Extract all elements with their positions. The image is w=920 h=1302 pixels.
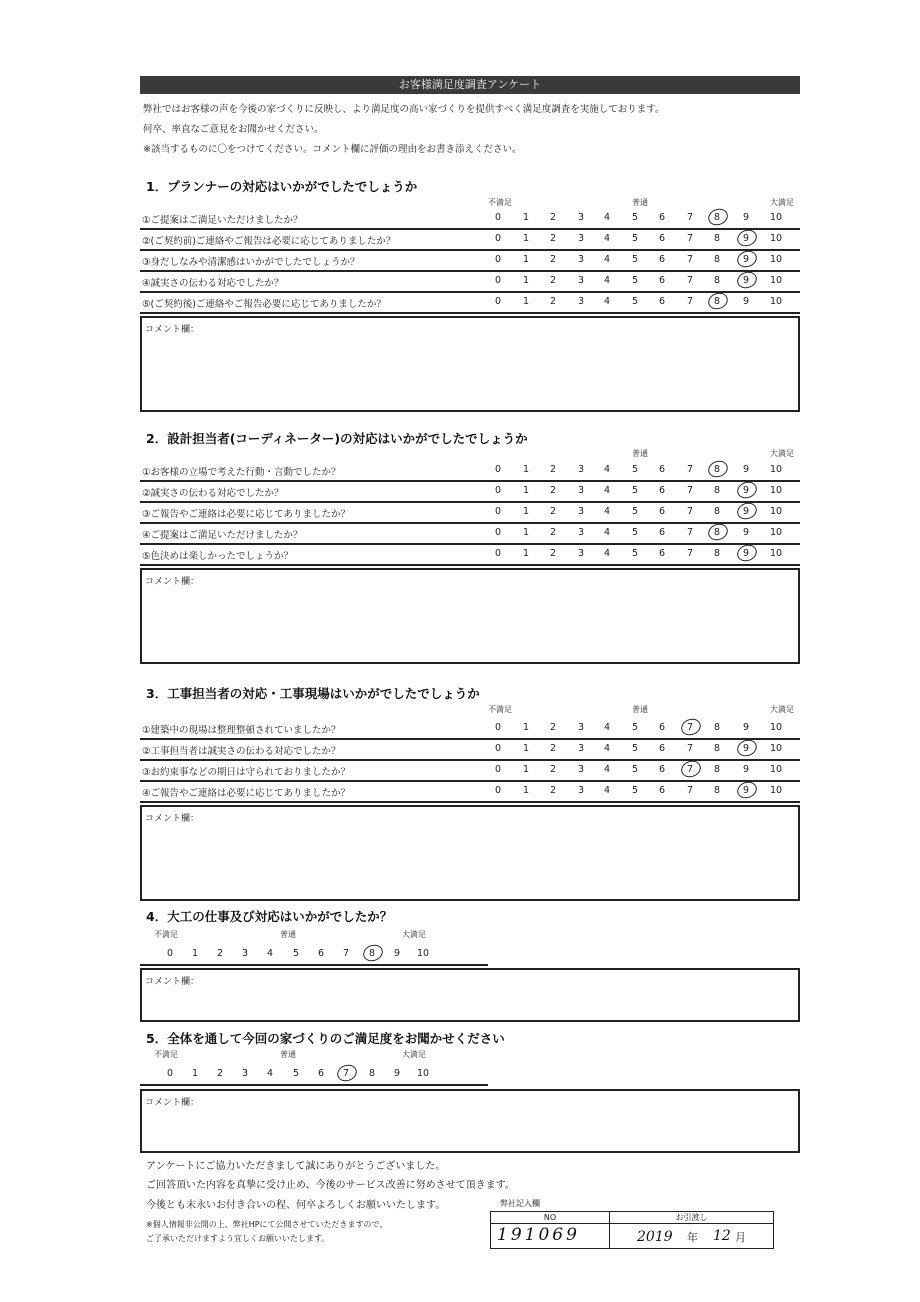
rating-option-4[interactable]: 4 [603,485,611,496]
intro-line-3: ※該当するものに〇をつけてください。コメント欄に評価の理由をお書き添えください。 [143,144,522,155]
office-year-value: 2019 [637,1229,673,1245]
rating-option-0[interactable]: 0 [494,212,502,223]
rating-option-7[interactable]: 7 [686,275,694,286]
office-month-unit: 月 [735,1231,746,1244]
selected-rating-circle [679,758,703,780]
scale-high-label: 大満足 [770,705,794,714]
rating-option-9[interactable]: 9 [742,527,750,538]
rating-option-9[interactable]: 9 [742,743,750,754]
rating-option-6[interactable]: 6 [317,1068,325,1079]
office-year-unit: 年 [687,1231,698,1244]
rating-option-2[interactable]: 2 [216,948,224,959]
question-text: ②(ご契約前)ご連絡やご報告は必要に応じてありましたか？ [142,236,396,247]
rating-option-10[interactable]: 10 [769,743,783,754]
rating-option-0[interactable]: 0 [494,464,502,475]
rating-option-8[interactable]: 8 [713,485,721,496]
rating-option-0[interactable]: 0 [494,548,502,559]
rating-option-10[interactable]: 10 [769,785,783,796]
scale-high-label: 大満足 [770,198,794,207]
rating-option-5[interactable]: 5 [631,254,639,265]
question-row [140,523,800,545]
comment-box[interactable] [140,1089,800,1153]
question-text: ③身だしなみや清潔感はいかがでしたでしょうか？ [142,257,360,268]
rating-option-10[interactable]: 10 [416,1068,430,1079]
rating-option-4[interactable]: 4 [603,506,611,517]
rating-option-6[interactable]: 6 [658,527,666,538]
question-row [140,502,800,524]
rating-option-6[interactable]: 6 [658,296,666,307]
section-2-title: 2．設計担当者(コーディネーター)の対応はいかがでしたでしょうか [146,431,528,446]
rating-option-3[interactable]: 3 [577,506,585,517]
rating-option-7[interactable]: 7 [686,464,694,475]
selected-rating-circle [735,248,759,270]
question-text: ④ご提案はご満足いただけましたか？ [142,530,303,541]
selected-rating-circle [335,1062,359,1084]
rating-option-6[interactable]: 6 [658,722,666,733]
rating-option-3[interactable]: 3 [577,785,585,796]
rating-option-8[interactable]: 8 [368,1068,376,1079]
rating-option-6[interactable]: 6 [658,764,666,775]
rating-option-7[interactable]: 7 [686,548,694,559]
rating-option-3[interactable]: 3 [577,485,585,496]
rating-option-7[interactable]: 7 [342,1068,350,1079]
rating-option-0[interactable]: 0 [494,764,502,775]
question-text: ④誠実さの伝わる対応でしたか？ [142,278,284,289]
rating-option-2[interactable]: 2 [549,254,557,265]
scale-mid-label: 普通 [632,705,648,714]
office-month-value: 12 [713,1228,731,1244]
office-no-value: 191069 [497,1225,580,1245]
scale-low-label: 不満足 [154,930,178,939]
rating-option-5[interactable]: 5 [631,764,639,775]
scale-mid-label: 普通 [280,930,296,939]
question-row [140,481,800,503]
office-use-box [490,1211,774,1249]
question-text: ⑤(ご契約後)ご連絡やご報告必要に応じてありましたか？ [142,299,386,310]
rating-option-9[interactable]: 9 [742,296,750,307]
selected-rating-circle [706,521,730,543]
rating-option-1[interactable]: 1 [522,485,530,496]
rating-option-7[interactable]: 7 [686,296,694,307]
rating-option-10[interactable]: 10 [769,764,783,775]
rating-option-9[interactable]: 9 [393,948,401,959]
selected-rating-circle [706,290,730,312]
rating-option-4[interactable]: 4 [603,464,611,475]
rating-option-10[interactable]: 10 [769,254,783,265]
rating-option-5[interactable]: 5 [631,212,639,223]
rating-option-2[interactable]: 2 [549,464,557,475]
question-row [140,292,800,314]
rating-option-3[interactable]: 3 [577,212,585,223]
rating-option-3[interactable]: 3 [241,1068,249,1079]
question-row [140,718,800,740]
comment-label: コメント欄： [145,577,200,587]
rating-option-6[interactable]: 6 [658,212,666,223]
footer-line-1: アンケートにご協力いただきまして誠にありがとうございました。 [146,1161,446,1172]
rating-option-1[interactable]: 1 [522,548,530,559]
survey-title: お客様満足度調査アンケート [140,76,800,94]
question-row [140,460,800,482]
rating-option-5[interactable]: 5 [292,948,300,959]
rating-option-9[interactable]: 9 [393,1068,401,1079]
rating-option-1[interactable]: 1 [522,785,530,796]
rating-option-0[interactable]: 0 [494,743,502,754]
selected-rating-circle [735,737,759,759]
rating-option-7[interactable]: 7 [686,722,694,733]
rating-option-10[interactable]: 10 [416,948,430,959]
rating-row [140,1064,488,1086]
scale-mid-label: 普通 [632,449,648,458]
rating-option-6[interactable]: 6 [658,485,666,496]
rating-option-6[interactable]: 6 [317,948,325,959]
rating-option-1[interactable]: 1 [191,1068,199,1079]
rating-option-1[interactable]: 1 [522,275,530,286]
question-text: ①ご提案はご満足いただけましたか？ [142,215,303,226]
rating-option-6[interactable]: 6 [658,275,666,286]
rating-option-4[interactable]: 4 [603,254,611,265]
rating-option-7[interactable]: 7 [686,485,694,496]
rating-option-5[interactable]: 5 [631,527,639,538]
rating-option-3[interactable]: 3 [577,254,585,265]
footer-note-1: ※個人情報非公開の上、弊社HPにて公開させていただきますので、 [146,1220,388,1229]
section-5-title: 5．全体を通して今回の家づくりのご満足度をお聞かせください [146,1031,505,1046]
rating-option-10[interactable]: 10 [769,212,783,223]
rating-option-10[interactable]: 10 [769,296,783,307]
rating-option-10[interactable]: 10 [769,506,783,517]
rating-option-2[interactable]: 2 [549,785,557,796]
rating-option-5[interactable]: 5 [631,275,639,286]
comment-box[interactable] [140,568,800,664]
rating-option-2[interactable]: 2 [549,233,557,244]
rating-row [140,944,488,966]
selected-rating-circle [735,542,759,564]
selected-rating-circle [735,779,759,801]
rating-option-1[interactable]: 1 [522,212,530,223]
rating-option-1[interactable]: 1 [522,743,530,754]
question-text: ③ご報告やご連絡は必要に応じてありましたか？ [142,509,351,520]
rating-option-3[interactable]: 3 [241,948,249,959]
rating-option-1[interactable]: 1 [522,527,530,538]
rating-option-7[interactable]: 7 [686,506,694,517]
rating-option-7[interactable]: 7 [686,212,694,223]
selected-rating-circle [735,227,759,249]
rating-option-2[interactable]: 2 [549,212,557,223]
rating-option-9[interactable]: 9 [742,764,750,775]
selected-rating-circle [361,942,385,964]
rating-option-8[interactable]: 8 [713,527,721,538]
rating-option-3[interactable]: 3 [577,275,585,286]
intro-line-1: 弊社ではお客様の声を今後の家づくりに反映し、より満足度の高い家づくりを提供すべく満足度調査を実施しております。 [143,104,665,115]
rating-option-4[interactable]: 4 [603,233,611,244]
rating-option-4[interactable]: 4 [603,764,611,775]
rating-option-2[interactable]: 2 [216,1068,224,1079]
rating-option-7[interactable]: 7 [686,527,694,538]
rating-option-10[interactable]: 10 [769,527,783,538]
comment-label: コメント欄： [145,814,200,824]
selected-rating-circle [735,500,759,522]
rating-option-0[interactable]: 0 [494,506,502,517]
rating-option-8[interactable]: 8 [713,296,721,307]
rating-option-0[interactable]: 0 [494,722,502,733]
comment-box[interactable] [140,316,800,412]
rating-option-6[interactable]: 6 [658,785,666,796]
rating-option-8[interactable]: 8 [713,722,721,733]
rating-option-1[interactable]: 1 [191,948,199,959]
rating-option-2[interactable]: 2 [549,275,557,286]
rating-option-6[interactable]: 6 [658,254,666,265]
rating-option-5[interactable]: 5 [631,548,639,559]
selected-rating-circle [735,479,759,501]
rating-option-5[interactable]: 5 [631,506,639,517]
scale-mid-label: 普通 [632,198,648,207]
rating-option-4[interactable]: 4 [603,527,611,538]
rating-option-0[interactable]: 0 [494,233,502,244]
comment-box[interactable] [140,968,800,1022]
scale-high-label: 大満足 [402,1050,426,1059]
rating-option-8[interactable]: 8 [368,948,376,959]
rating-option-3[interactable]: 3 [577,548,585,559]
rating-option-7[interactable]: 7 [686,254,694,265]
rating-option-8[interactable]: 8 [713,506,721,517]
rating-option-2[interactable]: 2 [549,506,557,517]
scale-low-label: 不満足 [488,198,512,207]
rating-option-9[interactable]: 9 [742,254,750,265]
rating-option-5[interactable]: 5 [292,1068,300,1079]
question-row [140,208,800,230]
rating-option-9[interactable]: 9 [742,233,750,244]
rating-option-10[interactable]: 10 [769,485,783,496]
section-1-title: 1．プランナーの対応はいかがでしたでしょうか [146,179,418,194]
selected-rating-circle [735,269,759,291]
comment-label: コメント欄： [145,325,200,335]
rating-option-2[interactable]: 2 [549,548,557,559]
rating-option-6[interactable]: 6 [658,464,666,475]
rating-option-3[interactable]: 3 [577,296,585,307]
question-row [140,760,800,782]
rating-option-9[interactable]: 9 [742,212,750,223]
rating-option-10[interactable]: 10 [769,464,783,475]
rating-option-9[interactable]: 9 [742,785,750,796]
rating-option-6[interactable]: 6 [658,548,666,559]
rating-option-0[interactable]: 0 [494,785,502,796]
rating-option-8[interactable]: 8 [713,254,721,265]
rating-option-2[interactable]: 2 [549,527,557,538]
comment-label: コメント欄： [145,1098,200,1108]
rating-option-2[interactable]: 2 [549,722,557,733]
office-no-header: NO [491,1212,610,1224]
rating-option-0[interactable]: 0 [494,254,502,265]
rating-option-1[interactable]: 1 [522,764,530,775]
rating-option-6[interactable]: 6 [658,506,666,517]
rating-option-7[interactable]: 7 [342,948,350,959]
office-divider [609,1212,610,1248]
rating-option-1[interactable]: 1 [522,506,530,517]
rating-option-0[interactable]: 0 [494,527,502,538]
rating-option-3[interactable]: 3 [577,722,585,733]
rating-option-10[interactable]: 10 [769,548,783,559]
office-date-header: お引渡し [610,1212,773,1224]
rating-option-7[interactable]: 7 [686,764,694,775]
rating-option-1[interactable]: 1 [522,464,530,475]
rating-option-2[interactable]: 2 [549,485,557,496]
rating-option-3[interactable]: 3 [577,764,585,775]
rating-option-0[interactable]: 0 [166,1068,174,1079]
question-row [140,229,800,251]
question-text: ④ご報告やご連絡は必要に応じてありましたか？ [142,788,351,799]
rating-option-5[interactable]: 5 [631,785,639,796]
rating-option-5[interactable]: 5 [631,464,639,475]
rating-option-4[interactable]: 4 [603,212,611,223]
scale-high-label: 大満足 [770,449,794,458]
question-row [140,739,800,761]
question-text: ③お約束事などの期日は守られておりましたか？ [142,767,351,778]
rating-option-6[interactable]: 6 [658,233,666,244]
rating-option-1[interactable]: 1 [522,296,530,307]
question-text: ②工事担当者は誠実さの伝わる対応でしたか？ [142,746,341,757]
rating-option-9[interactable]: 9 [742,548,750,559]
rating-option-8[interactable]: 8 [713,764,721,775]
rating-option-4[interactable]: 4 [266,1068,274,1079]
comment-box[interactable] [140,805,800,901]
footer-note-2: ご了承いただけますよう宜しくお願いいたします。 [146,1234,330,1243]
question-row [140,544,800,566]
scale-low-label: 不満足 [488,705,512,714]
rating-option-5[interactable]: 5 [631,722,639,733]
rating-option-0[interactable]: 0 [494,275,502,286]
rating-option-8[interactable]: 8 [713,233,721,244]
rating-option-10[interactable]: 10 [769,233,783,244]
question-row [140,271,800,293]
rating-option-1[interactable]: 1 [522,254,530,265]
rating-option-8[interactable]: 8 [713,548,721,559]
footer-line-3: 今後とも末永いお付き合いの程、何卒よろしくお願いいたします。 [146,1200,446,1211]
office-use-label: 弊社記入欄 [500,1199,540,1208]
rating-option-10[interactable]: 10 [769,722,783,733]
question-row [140,250,800,272]
question-text: ①建築中の現場は整理整頓されていましたか？ [142,725,341,736]
scale-mid-label: 普通 [280,1050,296,1059]
rating-option-7[interactable]: 7 [686,785,694,796]
rating-option-8[interactable]: 8 [713,464,721,475]
rating-option-5[interactable]: 5 [631,296,639,307]
rating-option-8[interactable]: 8 [713,212,721,223]
rating-option-10[interactable]: 10 [769,275,783,286]
rating-option-4[interactable]: 4 [603,275,611,286]
rating-option-7[interactable]: 7 [686,233,694,244]
rating-option-4[interactable]: 4 [603,548,611,559]
rating-option-3[interactable]: 3 [577,233,585,244]
rating-option-9[interactable]: 9 [742,506,750,517]
rating-option-0[interactable]: 0 [166,948,174,959]
rating-option-8[interactable]: 8 [713,275,721,286]
rating-option-3[interactable]: 3 [577,743,585,754]
rating-option-4[interactable]: 4 [603,743,611,754]
intro-line-2: 何卒、率直なご意見をお聞かせください。 [143,124,324,135]
rating-option-2[interactable]: 2 [549,743,557,754]
rating-option-3[interactable]: 3 [577,527,585,538]
selected-rating-circle [706,206,730,228]
rating-option-4[interactable]: 4 [603,785,611,796]
rating-option-9[interactable]: 9 [742,464,750,475]
rating-option-5[interactable]: 5 [631,233,639,244]
rating-option-0[interactable]: 0 [494,296,502,307]
rating-option-0[interactable]: 0 [494,485,502,496]
rating-option-1[interactable]: 1 [522,722,530,733]
comment-label: コメント欄： [145,977,200,987]
question-text: ⑤色決めは楽しかったでしょうか？ [142,551,294,562]
rating-option-8[interactable]: 8 [713,785,721,796]
question-text: ②誠実さの伝わる対応でしたか？ [142,488,284,499]
rating-option-4[interactable]: 4 [266,948,274,959]
scale-high-label: 大満足 [402,930,426,939]
rating-option-5[interactable]: 5 [631,485,639,496]
section-3-title: 3．工事担当者の対応・工事現場はいかがでしたでしょうか [146,686,480,701]
rating-option-4[interactable]: 4 [603,296,611,307]
rating-option-3[interactable]: 3 [577,464,585,475]
footer-line-2: ご回答頂いた内容を真摯に受け止め、今後のサービス改善に努めさせて頂きます。 [146,1180,515,1191]
rating-option-1[interactable]: 1 [522,233,530,244]
section-4-title: 4．大工の仕事及び対応はいかがでしたか？ [146,909,393,924]
rating-option-9[interactable]: 9 [742,275,750,286]
rating-option-5[interactable]: 5 [631,743,639,754]
rating-option-9[interactable]: 9 [742,485,750,496]
scale-low-label: 不満足 [154,1050,178,1059]
rating-option-4[interactable]: 4 [603,722,611,733]
rating-option-2[interactable]: 2 [549,764,557,775]
question-text: ①お客様の立場で考えた行動・言動でしたか？ [142,467,341,478]
rating-option-9[interactable]: 9 [742,722,750,733]
rating-option-7[interactable]: 7 [686,743,694,754]
selected-rating-circle [679,716,703,738]
question-row [140,781,800,803]
rating-option-8[interactable]: 8 [713,743,721,754]
selected-rating-circle [706,458,730,480]
rating-option-2[interactable]: 2 [549,296,557,307]
rating-option-6[interactable]: 6 [658,743,666,754]
